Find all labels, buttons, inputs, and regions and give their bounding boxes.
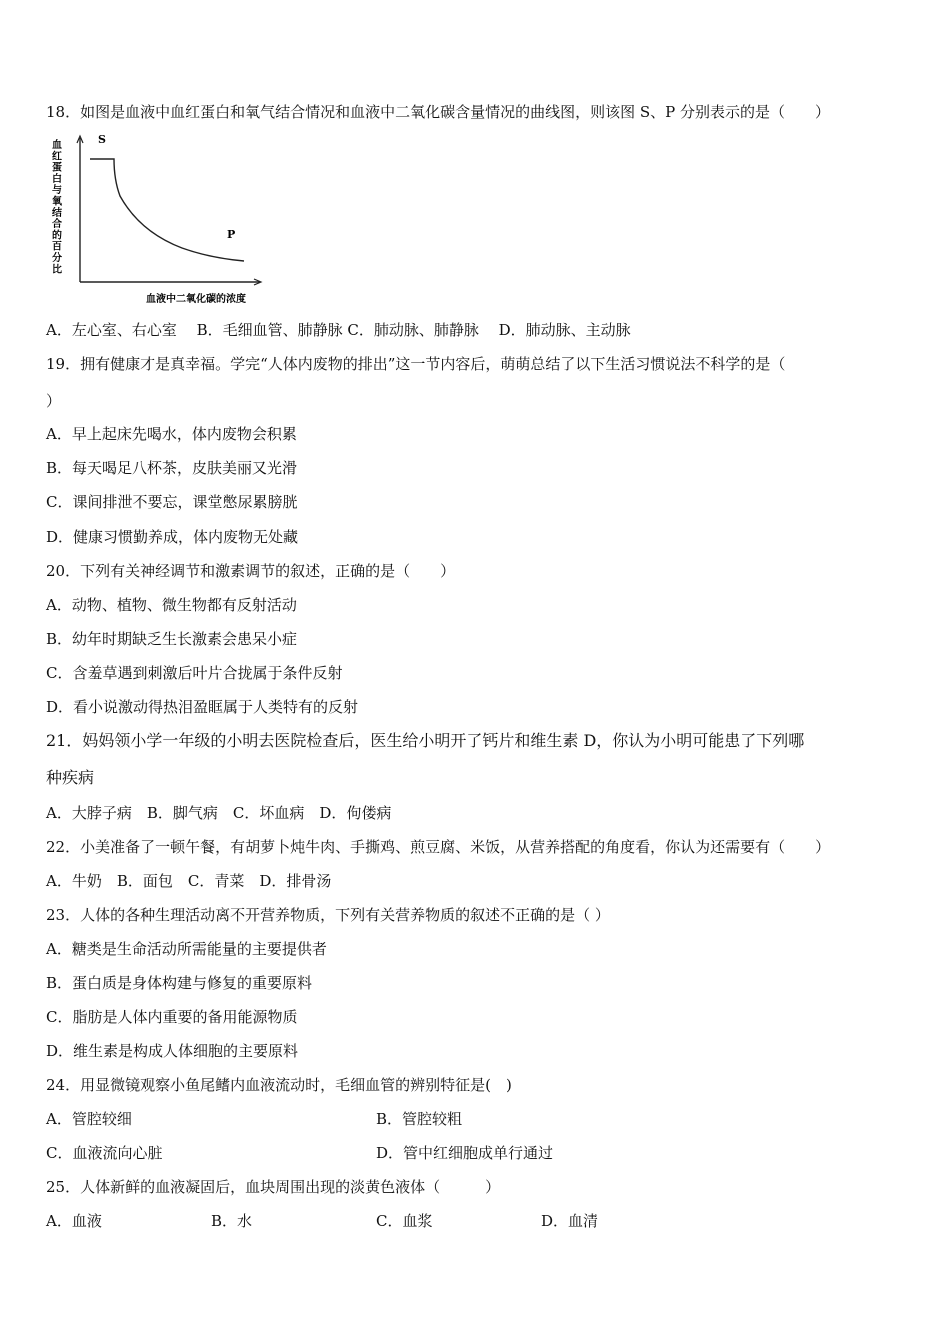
- q19-option-b: B．每天喝足八杯茶，皮肤美丽又光滑: [46, 459, 298, 477]
- q22-stem: 22．小美准备了一顿午餐，有胡萝卜炖牛肉、手撕鸡、煎豆腐、米饭，从营养搭配的角度看，你认为还需要有（ ）: [46, 838, 831, 856]
- q21-stem-line1: 21．妈妈领小学一年级的小明去医院检查后，医生给小明开了钙片和维生素 D，你认为小明可能患了下列哪: [46, 731, 805, 750]
- q25-option-c: C．血浆: [376, 1212, 433, 1230]
- y-axis-label: [52, 138, 63, 275]
- q22-options: A．牛奶 B．面包 C．青菜 D．排骨汤: [46, 872, 332, 890]
- q19-option-d: D．健康习惯勤养成，体内废物无处藏: [46, 528, 299, 546]
- y-axis-label-char: 血: [52, 140, 62, 151]
- q19-option-c: C．课间排泄不要忘，课堂憋尿累膀胱: [46, 493, 298, 511]
- q19-stem-line1: 19．拥有健康才是真幸福。学完“人体内废物的排出”这一节内容后，萌萌总结了以下生活习惯说法不科学的是（: [46, 355, 786, 373]
- q24-option-d: D．管中红细胞成单行通过: [376, 1144, 554, 1162]
- dissociation-curve: [90, 159, 244, 261]
- q18-options: A．左心室、右心室 B．毛细血管、肺静脉 C．肺动脉、肺静脉 D．肺动脉、主动脉: [46, 321, 631, 339]
- q18-stem: 18．如图是血液中血红蛋白和氧气结合情况和血液中二氧化碳含量情况的曲线图，则该图 S、P 分别表示的是（ ）: [46, 103, 830, 121]
- q23-stem: 23．人体的各种生理活动离不开营养物质，下列有关营养物质的叙述不正确的是（ ）: [46, 906, 610, 924]
- q21-options: A．大脖子病 B．脚气病 C．坏血病 D．佝偻病: [46, 804, 392, 822]
- q24-stem: 24．用显微镜观察小鱼尾鳍内血液流动时，毛细血管的辨别特征是( ): [46, 1076, 512, 1094]
- q19-stem-line2: ）: [46, 392, 62, 410]
- q20-option-a: A．动物、植物、微生物都有反射活动: [46, 596, 297, 614]
- y-axis-label-char: 红: [52, 151, 62, 163]
- q25-option-d: D．血清: [541, 1212, 599, 1230]
- y-axis-label-char: 白: [52, 173, 62, 185]
- q25-stem: 25．人体新鲜的血液凝固后，血块周围出现的淡黄色液体（ ）: [46, 1178, 501, 1196]
- q25-option-b: B．水: [211, 1212, 253, 1230]
- y-axis-label-char: 百: [52, 241, 62, 253]
- y-axis-label-char: 蛋: [52, 162, 62, 174]
- q20-option-b: B．幼年时期缺乏生长激素会患呆小症: [46, 630, 298, 648]
- y-axis-label-char: 结: [52, 207, 62, 219]
- q24-option-a: A．管腔较细: [46, 1110, 132, 1128]
- y-axis-label-char: 比: [52, 264, 62, 276]
- q24-option-c: C．血液流向心脏: [46, 1144, 163, 1162]
- q20-option-d: D．看小说激动得热泪盈眶属于人类特有的反射: [46, 698, 359, 716]
- q20-stem: 20．下列有关神经调节和激素调节的叙述，正确的是（ ）: [46, 562, 456, 580]
- q21-stem-line2: 种疾病: [46, 768, 95, 787]
- y-axis-label-char: 的: [52, 230, 62, 242]
- q23-option-c: C．脂肪是人体内重要的备用能源物质: [46, 1008, 298, 1026]
- q25-option-a: A．血液: [46, 1212, 102, 1230]
- y-axis-label-char: 合: [52, 219, 62, 231]
- y-axis-label-char: 分: [52, 253, 62, 264]
- q23-option-a: A．糖类是生命活动所需能量的主要提供者: [46, 940, 327, 958]
- y-axis-label-char: 氧: [52, 196, 62, 208]
- point-p-label: P: [227, 228, 236, 241]
- q19-option-a: A．早上起床先喝水，体内废物会积累: [46, 425, 297, 443]
- q18-curve-figure: [46, 128, 276, 308]
- q20-option-c: C．含羞草遇到刺激后叶片合拢属于条件反射: [46, 664, 343, 682]
- q23-option-d: D．维生素是构成人体细胞的主要原料: [46, 1042, 299, 1060]
- point-s-label: S: [98, 133, 106, 146]
- q24-option-b: B．管腔较粗: [376, 1110, 463, 1128]
- y-axis-label-char: 与: [52, 185, 62, 197]
- q23-option-b: B．蛋白质是身体构建与修复的重要原料: [46, 974, 313, 992]
- x-axis-label: 血液中二氧化碳的浓度: [146, 294, 246, 305]
